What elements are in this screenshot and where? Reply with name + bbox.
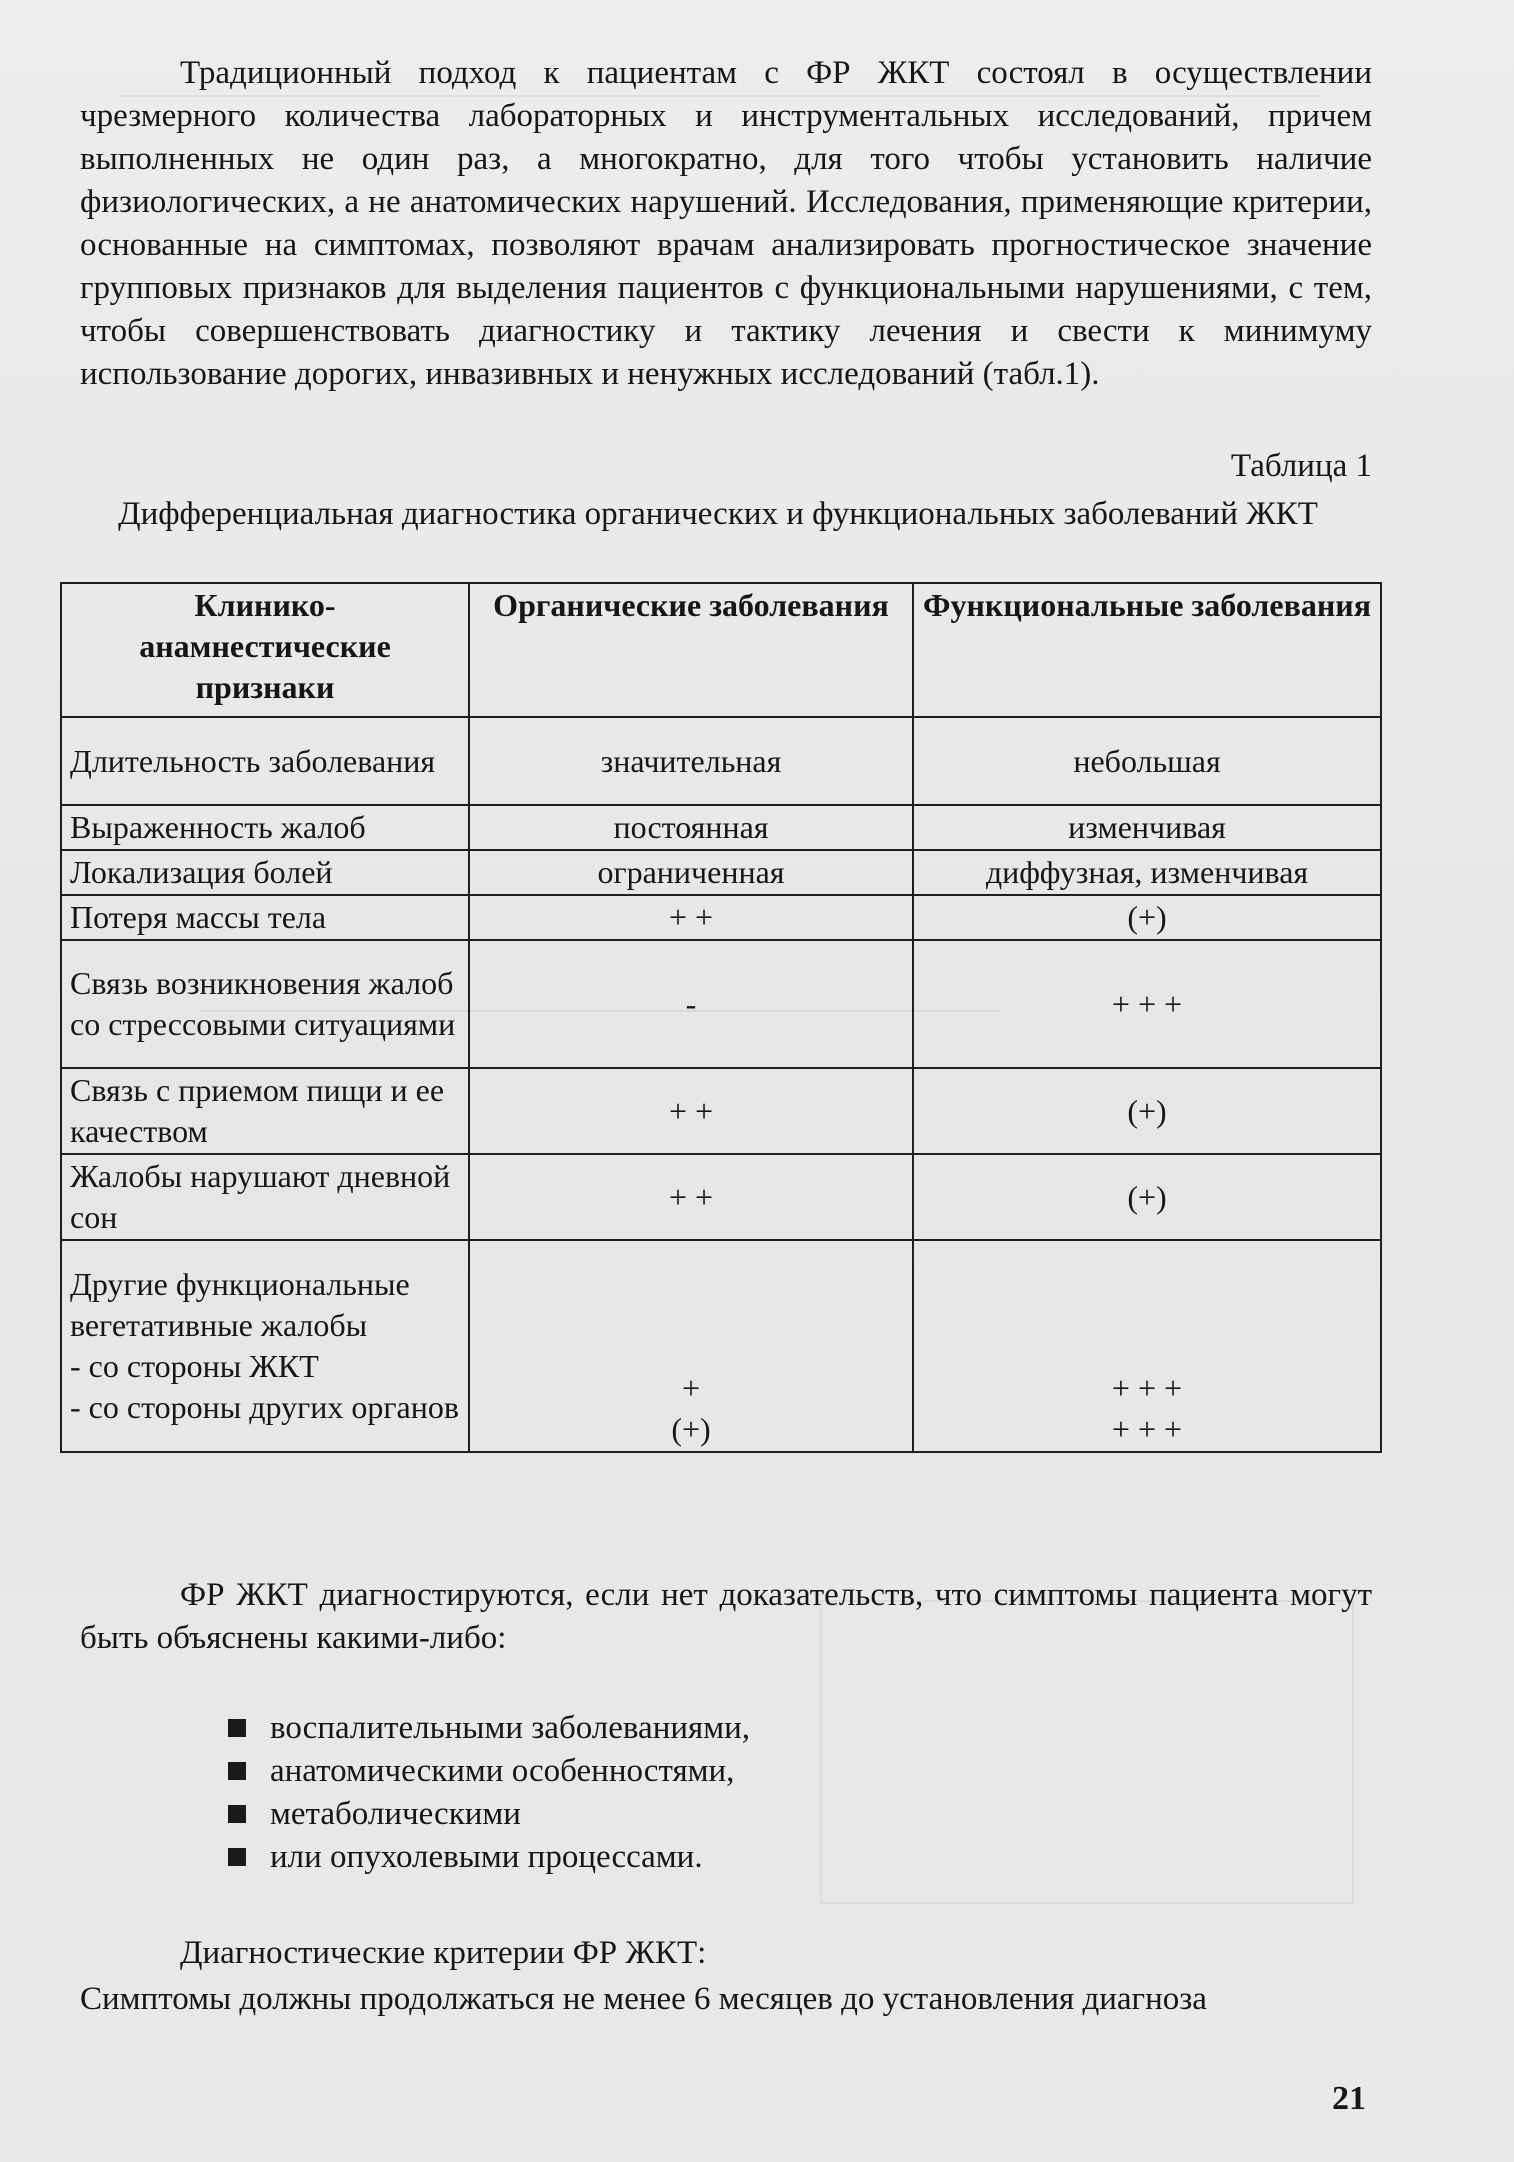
table-row xyxy=(61,717,1381,805)
square-bullet-icon xyxy=(228,1762,246,1780)
row-functional: изменчивая xyxy=(913,805,1381,850)
row-organic xyxy=(469,1240,913,1452)
row-functional xyxy=(913,1240,1381,1452)
functional-values xyxy=(922,1368,1372,1450)
row-functional: (+) xyxy=(913,1068,1381,1154)
list-item xyxy=(228,1836,750,1879)
criteria-heading: Диагностические критерии ФР ЖКТ: xyxy=(180,1935,707,1971)
list-item xyxy=(228,1793,750,1836)
table-row xyxy=(61,940,1381,1068)
organic-values xyxy=(478,1368,904,1450)
square-bullet-icon xyxy=(228,1805,246,1823)
list-item xyxy=(228,1707,750,1750)
header-features: Клинико-анамнестические признаки xyxy=(61,583,469,717)
list-item-text: воспалительными заболеваниями, xyxy=(270,1710,750,1746)
organic-gi-value: + xyxy=(681,1370,701,1406)
row-organic: - xyxy=(469,940,913,1068)
row-feature: Выраженность жалоб xyxy=(61,805,469,850)
row-organic: + + xyxy=(469,895,913,940)
row-feature: Потеря массы тела xyxy=(61,895,469,940)
row-feature: Длительность заболевания xyxy=(61,717,469,805)
list-item-text: метаболическими xyxy=(270,1796,521,1832)
exclusion-list xyxy=(228,1707,750,1879)
row-feature: Связь возникновения жалоб со стрессовыми ситуациями xyxy=(61,940,469,1068)
row-feature: Локализация болей xyxy=(61,850,469,895)
row-organic: + + xyxy=(469,1154,913,1240)
row-organic: ограниченная xyxy=(469,850,913,895)
square-bullet-icon xyxy=(228,1848,246,1866)
other-complaints-other-organs: - со стороны других органов xyxy=(70,1389,459,1425)
row-functional: + + + xyxy=(913,940,1381,1068)
row-organic: постоянная xyxy=(469,805,913,850)
organic-other-value: (+) xyxy=(671,1411,711,1447)
list-item-text: анатомическими особенностями, xyxy=(270,1753,735,1789)
diagnosis-paragraph: ФР ЖКТ диагностируются, если нет доказательств, что симптомы пациента могут быть объяснены какими-либо: xyxy=(80,1577,1372,1656)
other-complaints-gi: - со стороны ЖКТ xyxy=(70,1348,319,1384)
row-functional: небольшая xyxy=(913,717,1381,805)
table-label: Таблица 1 xyxy=(1230,448,1372,484)
list-item xyxy=(228,1750,750,1793)
row-feature: Жалобы нарушают дневной сон xyxy=(61,1154,469,1240)
list-item-text: или опухолевыми процессами. xyxy=(270,1839,703,1875)
differential-diagnosis-table xyxy=(60,582,1382,1453)
table-row-other-complaints xyxy=(61,1240,1381,1452)
row-functional: (+) xyxy=(913,895,1381,940)
row-feature: Связь с приемом пищи и ее качеством xyxy=(61,1068,469,1154)
row-functional: (+) xyxy=(913,1154,1381,1240)
square-bullet-icon xyxy=(228,1719,246,1737)
header-organic: Органические заболевания xyxy=(469,583,913,717)
row-organic: + + xyxy=(469,1068,913,1154)
table-row xyxy=(61,805,1381,850)
criteria-text: Симптомы должны продолжаться не менее 6 месяцев до установления диагноза xyxy=(80,1981,1207,2017)
table-row xyxy=(61,1068,1381,1154)
functional-other-value: + + + xyxy=(1111,1411,1183,1447)
other-complaints-cell xyxy=(70,1264,460,1428)
header-functional: Функциональные заболевания xyxy=(913,583,1381,717)
table-row xyxy=(61,895,1381,940)
functional-gi-value: + + + xyxy=(1111,1370,1183,1406)
intro-paragraph: Традиционный подход к пациентам с ФР ЖКТ состоял в осуществлении чрезмерного количества лабораторных и инструментальных исследований, причем выполненных не один раз, а многократно, для того чтобы установить наличие физиологических, а не анатомических нарушений. Исследования, применяющие критерии, основанные на симптомах, позволяют врачам анализировать прогностическое значение групповых признаков для выделения пациентов с функциональными нарушениями, с тем, чтобы совершенствовать диагностику и тактику лечения и свести к минимуму использование дорогих, инвазивных и ненужных исследований (табл.1). xyxy=(80,55,1372,392)
table-row xyxy=(61,850,1381,895)
other-complaints-intro: Другие функциональные вегетативные жалобы xyxy=(70,1266,410,1343)
table-header-row xyxy=(61,583,1381,717)
row-feature xyxy=(61,1240,469,1452)
row-organic: значительная xyxy=(469,717,913,805)
row-functional: диффузная, изменчивая xyxy=(913,850,1381,895)
table-caption: Дифференциальная диагностика органических и функциональных заболеваний ЖКТ xyxy=(118,496,1318,532)
page-number: 21 xyxy=(1332,2080,1366,2117)
table-row xyxy=(61,1154,1381,1240)
